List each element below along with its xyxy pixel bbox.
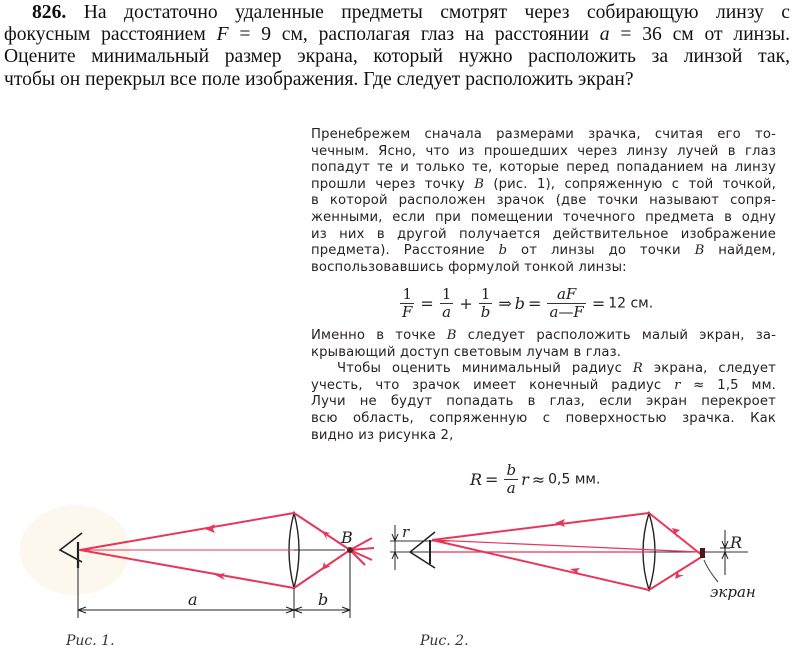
ray-arrows — [555, 519, 684, 579]
solution-line: Чтобы оценить минимальный радиус R экрана, следует — [337, 361, 776, 377]
solution-line: женными, если при помещении точечного предмета в одну — [311, 209, 776, 225]
R-dimension — [720, 530, 730, 575]
eye-icon — [410, 532, 435, 568]
solution-line: предмета). Расстояние b от линзы до точки B найдем, — [311, 243, 776, 259]
dimension-b-label: b — [318, 590, 329, 609]
fraction: $\frac{aF}{a—F}$ — [549, 285, 584, 321]
problem-line-4: чтобы он перекрыл все поле изображения. Где следует расположить экран? — [4, 68, 634, 90]
solution-line: Именно в точке B следует расположить малый экран, за- — [311, 328, 776, 343]
fraction: $\frac{1}{b}$ — [480, 285, 491, 321]
problem-number: 826. — [32, 2, 67, 23]
solution-line: крывающий доступ световым лучам в глаз. — [311, 344, 622, 360]
figure-2-caption: Рис. 2. — [420, 633, 469, 649]
point-b-label: B — [341, 528, 353, 547]
solution-line: видно из рисунка 2, — [311, 427, 454, 443]
fraction: $\frac{1}{a}$ — [441, 285, 452, 321]
var-F: F — [216, 24, 229, 46]
solution-line: воспользовавшись формулой тонкой линзы: — [311, 259, 627, 275]
problem-statement — [4, 2, 790, 91]
r-dimension — [392, 525, 398, 570]
solution-text-2 — [311, 328, 776, 444]
solution-line: Лучи не будут попадать в глаз, если экран перекроет — [311, 394, 776, 410]
screen-label: экран — [710, 583, 756, 601]
screen-pointer — [704, 560, 718, 582]
screen-marker — [700, 548, 705, 558]
solution-line: учесть, что зрачок имеет конечный радиус r ≈ 1,5 мм. — [311, 377, 777, 393]
figure-2-diagram — [380, 490, 793, 655]
figure-1-caption: Рис. 1. — [66, 633, 115, 649]
R-label: R — [730, 533, 743, 552]
solution-line: Пренебрежем сначала размерами зрачка, считая его то- — [311, 127, 776, 142]
var-a: a — [599, 24, 610, 46]
thin-lens-formula: $\frac{1}{F}$ = $\frac{1}{a}$ + $\frac{1}{b}$ ⇒ b = $\frac{aF}{a—F}$ = 12 см. — [402, 285, 654, 321]
fraction: $\frac{b}{a}$ — [506, 461, 517, 497]
fraction: $\frac{1}{F}$ — [402, 285, 413, 321]
solution-line: из них в другой получается действительное изображение — [311, 226, 776, 242]
solution-line: всю область, сопряженную с поверхностью зрачка. Как — [311, 410, 776, 426]
solution-line: в которой расположен зрачок (две точки называют сопря- — [311, 193, 776, 209]
figure-1-diagram — [0, 490, 400, 655]
problem-line-2: фокусным расстоянием F = 9 см, располагая глаз на расстоянии a = 36 см от линзы. — [4, 24, 790, 46]
problem-line-1: 826. На достаточно удаленные предметы смотрят через собирающую линзу с — [32, 2, 790, 23]
light-rays — [80, 513, 374, 588]
solution-line: чечным. Ясно, что из прошедших через линзу лучей в глаз — [311, 143, 776, 159]
solution-line: попадут те и только те, которые перед попаданием на линзу — [311, 160, 776, 176]
dimension-a-label: a — [188, 590, 198, 609]
problem-line-3: Оцените минимальный размер экрана, который нужно расположить за линзой так, — [4, 46, 790, 68]
light-rays — [432, 513, 703, 590]
ray-arrows — [205, 524, 331, 580]
solution-line: прошли через точку B (рис. 1), сопряженную с той точкой, — [311, 176, 776, 192]
screen-radius-formula: R = $\frac{b}{a}$ r ≈ 0,5 мм. — [470, 461, 601, 497]
r-label: r — [402, 523, 410, 541]
solution-text — [311, 127, 776, 276]
